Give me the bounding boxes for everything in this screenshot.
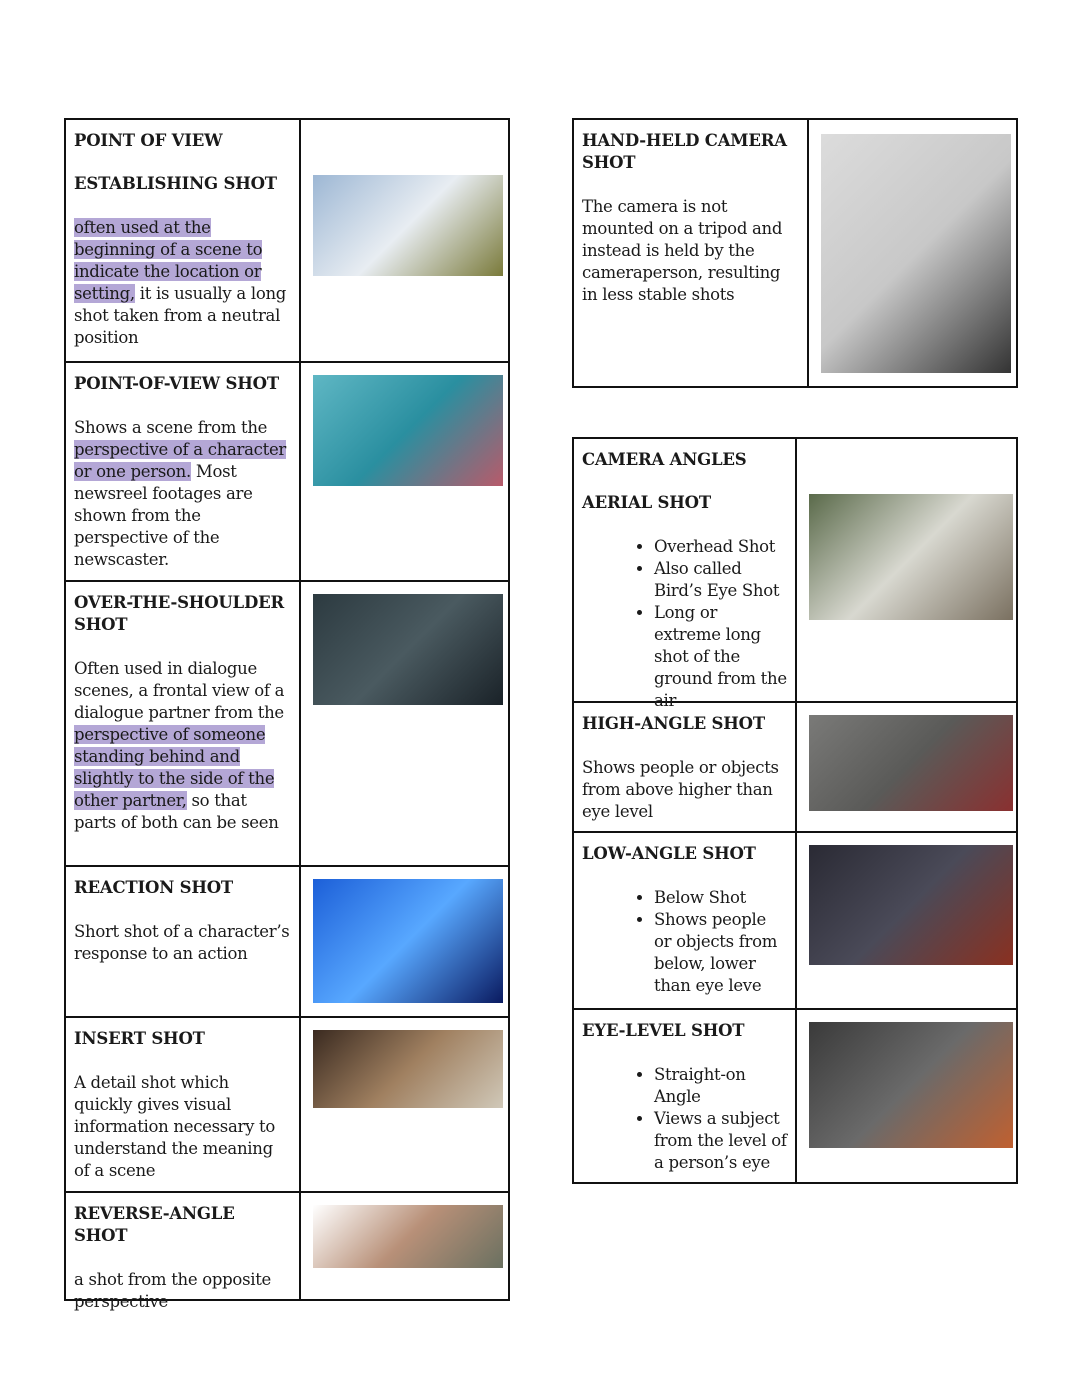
bullet-list [582, 536, 787, 712]
text-cell [574, 120, 809, 386]
text-segment: A detail shot which quickly gives visual information necessary to understand the meaning of a scene [74, 1073, 276, 1180]
text-segment: Shows a scene from the [74, 418, 268, 437]
screaming-man-still [313, 879, 503, 1003]
wristwatch-photo [313, 1030, 503, 1108]
table-heading: CAMERA ANGLES [582, 450, 747, 469]
bullet-item: • Below Shot [654, 887, 787, 909]
text-segment: The camera is not mounted on a tripod and instead is held by the cameraperson, resulting in less stable shots [582, 197, 783, 304]
conversation-photos [313, 1205, 503, 1268]
table-row [574, 701, 1016, 831]
aerial-village-photo [809, 494, 1013, 620]
image-cell [301, 163, 508, 361]
shot-description [74, 921, 291, 965]
image-cell [301, 582, 508, 865]
shot-description [582, 757, 787, 823]
image-cell [797, 833, 1016, 1008]
table-header-row [574, 439, 1016, 482]
shot-title: REACTION SHOT [74, 878, 233, 897]
holding-hands-sea-photo [313, 375, 503, 486]
shot-title: AERIAL SHOT [582, 493, 711, 512]
image-cell [797, 1010, 1016, 1182]
text-cell [574, 703, 797, 831]
shot-title: HAND-HELD CAMERA SHOT [582, 131, 787, 172]
shot-title: ESTABLISHING SHOT [74, 174, 277, 193]
text-cell [66, 1018, 301, 1191]
table-row [66, 361, 508, 580]
text-segment: it is usually a long shot taken from a neutral position [74, 284, 287, 347]
text-cell [66, 867, 301, 1016]
bullet-item: • Views a subject from the level of a person’s eye [654, 1108, 787, 1174]
bullet-item: • Long or extreme long shot of the ground from the air [654, 602, 787, 712]
text-cell [66, 163, 301, 361]
image-cell [301, 1193, 508, 1299]
image-cell [809, 120, 1016, 386]
shot-title: LOW-ANGLE SHOT [582, 844, 756, 863]
empty-cell [797, 439, 1016, 482]
text-segment: Most newsreel footages are shown from the perspective of the newscaster. [74, 462, 253, 569]
text-cell [66, 363, 301, 580]
avengers-low-angle-still [809, 845, 1013, 965]
shot-title: REVERSE-ANGLE SHOT [74, 1204, 235, 1245]
bullet-list [582, 1064, 787, 1174]
bullet-item: • Shows people or objects from below, lower than eye leve [654, 909, 787, 997]
header-cell [574, 439, 797, 482]
text-cell [574, 482, 797, 710]
harry-potter-still [313, 594, 503, 705]
bullet-item: • Straight-on Angle [654, 1064, 787, 1108]
shot-description [74, 1269, 291, 1313]
shot-title: EYE-LEVEL SHOT [582, 1021, 745, 1040]
table-row [574, 120, 1016, 386]
image-cell [797, 482, 1016, 701]
text-segment: Short shot of a character’s response to an action [74, 922, 290, 963]
shot-title: INSERT SHOT [74, 1029, 205, 1048]
eiffel-tower-photo [313, 175, 503, 276]
text-cell [66, 582, 301, 865]
shot-title: HIGH-ANGLE SHOT [582, 714, 765, 733]
image-cell [301, 363, 508, 580]
highlighted-text: perspective of someone standing behind and slightly to the side of the other partner, [74, 725, 275, 810]
table-row [574, 831, 1016, 1008]
shot-description [74, 417, 291, 571]
table-heading: POINT OF VIEW [74, 131, 223, 150]
hand-held-table [572, 118, 1018, 388]
avengers-high-angle-still [809, 715, 1013, 811]
text-segment: Often used in dialogue scenes, a frontal view of a dialogue partner from the [74, 659, 285, 722]
image-cell [301, 1018, 508, 1191]
text-cell [574, 1010, 797, 1182]
table-header-row [66, 120, 508, 163]
shot-title: OVER-THE-SHOULDER SHOT [74, 593, 284, 634]
bullet-item: • Also called Bird’s Eye Shot [654, 558, 787, 602]
table-row [574, 1008, 1016, 1182]
cameraman-photo [821, 134, 1011, 373]
shot-title: POINT-OF-VIEW SHOT [74, 374, 279, 393]
header-cell [66, 120, 301, 163]
table-row [66, 1191, 508, 1311]
text-segment: a shot from the opposite perspective [74, 1270, 272, 1311]
point-of-view-table [64, 118, 510, 1311]
shot-description [74, 217, 291, 349]
table-row [66, 1016, 508, 1191]
text-cell [66, 1193, 301, 1311]
text-cell [574, 833, 797, 1008]
bullet-item: • Overhead Shot [654, 536, 787, 558]
text-segment: Shows people or objects from above higher than eye level [582, 758, 779, 821]
bullet-list [582, 887, 787, 997]
shot-description [582, 196, 799, 306]
table-row [66, 580, 508, 865]
mad-hatter-still [809, 1022, 1013, 1148]
highlighted-text: often used at the beginning of a scene to indicate the location or setting, [74, 218, 263, 303]
empty-cell [301, 120, 508, 163]
highlighted-text: perspective of a character or one person. [74, 440, 287, 481]
table-row [574, 482, 1016, 710]
text-segment: so that parts of both can be seen [74, 791, 279, 832]
shot-description [74, 1072, 291, 1182]
table-row [66, 865, 508, 1016]
image-cell [797, 703, 1016, 831]
camera-angles-table [572, 437, 1018, 1184]
image-cell [301, 867, 508, 1016]
shot-description [74, 658, 291, 834]
table-row [66, 163, 508, 361]
